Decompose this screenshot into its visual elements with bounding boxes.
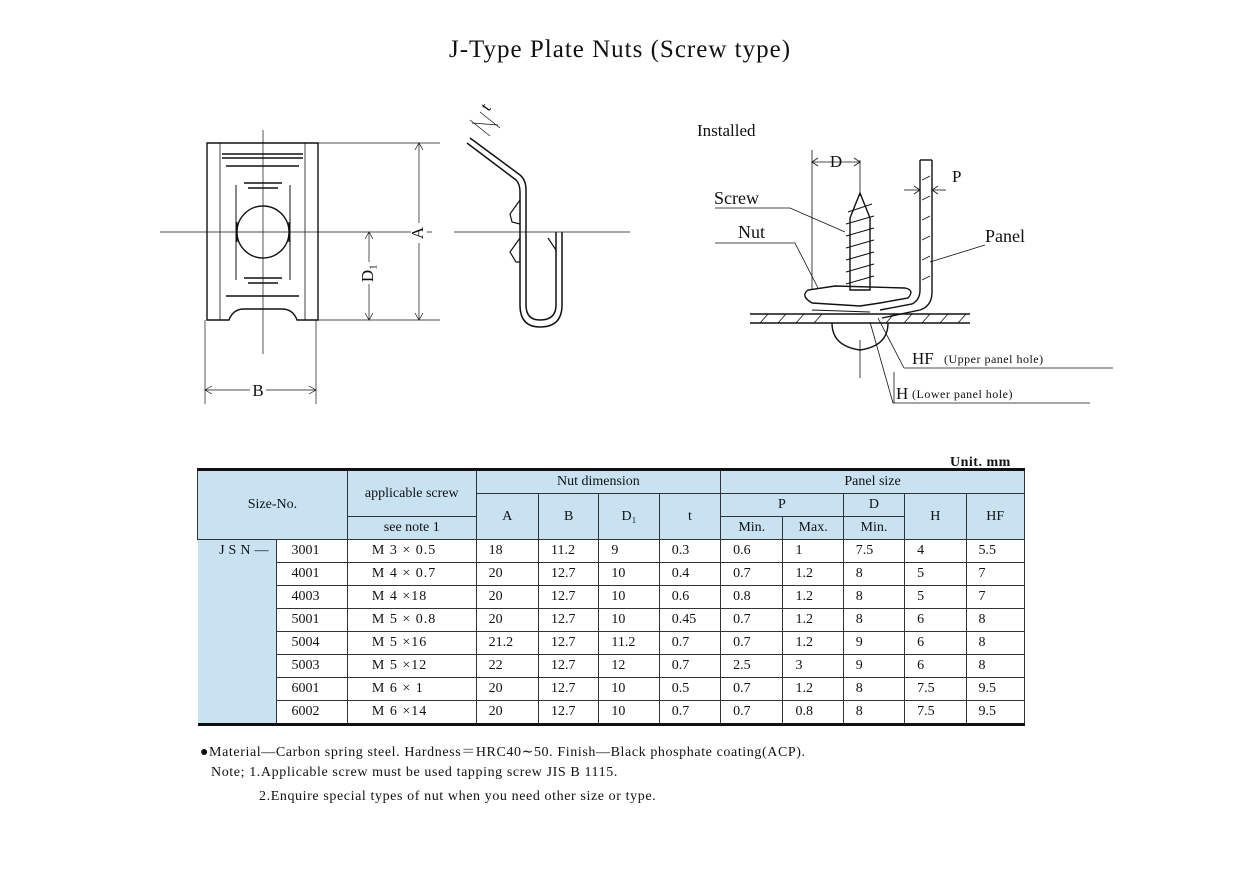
size-no: 6001 xyxy=(277,678,347,701)
table-row xyxy=(198,586,1025,609)
side-view-centerline xyxy=(454,112,630,232)
hf: 7 xyxy=(966,563,1024,586)
h: 5 xyxy=(905,586,966,609)
table-row xyxy=(198,540,1025,563)
installed-assembly xyxy=(750,160,970,378)
table-row xyxy=(198,678,1025,701)
size-no: 4001 xyxy=(277,563,347,586)
h: 6 xyxy=(905,632,966,655)
d1: 12 xyxy=(599,655,659,678)
installed-label: Installed xyxy=(697,121,756,140)
header-hf: HF xyxy=(966,494,1024,540)
header-a: A xyxy=(476,494,538,540)
p-min: 0.7 xyxy=(721,701,783,725)
screw: M 5 ×12 xyxy=(347,655,476,678)
d1: 10 xyxy=(599,678,659,701)
size-no: 5001 xyxy=(277,609,347,632)
b: 12.7 xyxy=(539,609,599,632)
hf: 8 xyxy=(966,609,1024,632)
h: 5 xyxy=(905,563,966,586)
note-1: Note; 1.Applicable screw must be used tapping screw JIS B 1115. xyxy=(211,765,618,780)
d1: 10 xyxy=(599,586,659,609)
nut-label: Nut xyxy=(738,222,765,242)
d1: 11.2 xyxy=(599,632,659,655)
d-min: 8 xyxy=(843,678,904,701)
table-row xyxy=(198,632,1025,655)
header-screw-bottom: see note 1 xyxy=(347,517,476,540)
b: 12.7 xyxy=(539,586,599,609)
nut-front-view xyxy=(207,143,318,320)
hf-description: (Upper panel hole) xyxy=(944,352,1044,366)
spec-table-body xyxy=(198,540,1025,725)
h-description: (Lower panel hole) xyxy=(912,387,1013,401)
p-min: 2.5 xyxy=(721,655,783,678)
header-p-min: Min. xyxy=(721,517,783,540)
screw: M 5 ×16 xyxy=(347,632,476,655)
screw: M 5 × 0.8 xyxy=(347,609,476,632)
t: 0.7 xyxy=(659,655,720,678)
header-panel-size: Panel size xyxy=(721,470,1025,494)
h-label: H xyxy=(896,384,909,403)
p-max: 1.2 xyxy=(783,609,843,632)
dim-label-b: B xyxy=(252,381,264,400)
note-2: 2.Enquire special types of nut when you need other size or type. xyxy=(259,789,657,804)
nut-front-centerlines xyxy=(160,130,440,404)
a: 18 xyxy=(476,540,538,563)
header-b: B xyxy=(539,494,599,540)
b: 11.2 xyxy=(539,540,599,563)
d-min: 8 xyxy=(843,563,904,586)
a: 21.2 xyxy=(476,632,538,655)
d1: 10 xyxy=(599,701,659,725)
unit-label: Unit. mm xyxy=(950,455,1011,470)
h: 4 xyxy=(905,540,966,563)
spec-table xyxy=(197,468,1025,726)
p-max: 1.2 xyxy=(783,563,843,586)
t: 0.7 xyxy=(659,701,720,725)
a: 20 xyxy=(476,586,538,609)
header-p-max: Max. xyxy=(783,517,843,540)
screw: M 3 × 0.5 xyxy=(347,540,476,563)
installed-label-d: D xyxy=(829,152,843,171)
d-min: 7.5 xyxy=(843,540,904,563)
spec-table-header xyxy=(198,470,1025,540)
dim-label-d1: D₁ xyxy=(357,263,377,283)
header-p: P xyxy=(721,494,844,517)
header-screw-top: applicable screw xyxy=(347,470,476,517)
p-max: 1.2 xyxy=(783,586,843,609)
b: 12.7 xyxy=(539,678,599,701)
a: 20 xyxy=(476,609,538,632)
a: 22 xyxy=(476,655,538,678)
header-d1: D₁ xyxy=(599,494,659,540)
p-max: 1.2 xyxy=(783,678,843,701)
p-max: 1 xyxy=(783,540,843,563)
size-no: 5003 xyxy=(277,655,347,678)
p-max: 3 xyxy=(783,655,843,678)
d1: 10 xyxy=(599,563,659,586)
t: 0.5 xyxy=(659,678,720,701)
hf: 8 xyxy=(966,632,1024,655)
p-min: 0.8 xyxy=(721,586,783,609)
size-no: 5004 xyxy=(277,632,347,655)
b: 12.7 xyxy=(539,632,599,655)
table-row xyxy=(198,655,1025,678)
table-row xyxy=(198,701,1025,725)
size-no: 4003 xyxy=(277,586,347,609)
d-min: 8 xyxy=(843,609,904,632)
installed-label-p: P xyxy=(952,167,962,186)
screw: M 4 ×18 xyxy=(347,586,476,609)
table-row xyxy=(198,563,1025,586)
a: 20 xyxy=(476,678,538,701)
table-row xyxy=(198,609,1025,632)
panel-label: Panel xyxy=(985,226,1025,246)
header-d: D xyxy=(843,494,904,517)
header-size-no: Size-No. xyxy=(198,470,348,540)
t: 0.7 xyxy=(659,632,720,655)
t: 0.3 xyxy=(659,540,720,563)
d-min: 8 xyxy=(843,586,904,609)
dim-label-a: A xyxy=(407,226,427,240)
d-min: 9 xyxy=(843,632,904,655)
header-d-min: Min. xyxy=(843,517,904,540)
b: 12.7 xyxy=(539,655,599,678)
p-max: 0.8 xyxy=(783,701,843,725)
d-min: 8 xyxy=(843,701,904,725)
h: 7.5 xyxy=(905,701,966,725)
p-min: 0.7 xyxy=(721,609,783,632)
p-min: 0.7 xyxy=(721,563,783,586)
t: 0.4 xyxy=(659,563,720,586)
header-t: t xyxy=(659,494,720,540)
hf: 9.5 xyxy=(966,701,1024,725)
screw: M 6 × 1 xyxy=(347,678,476,701)
page-title: J-Type Plate Nuts (Screw type) xyxy=(448,36,792,63)
p-min: 0.6 xyxy=(721,540,783,563)
p-min: 0.7 xyxy=(721,678,783,701)
header-h: H xyxy=(905,494,966,540)
d-min: 9 xyxy=(843,655,904,678)
t: 0.6 xyxy=(659,586,720,609)
nut-side-view xyxy=(467,138,562,327)
screw-label: Screw xyxy=(714,188,759,208)
hf: 7 xyxy=(966,586,1024,609)
size-no: 6002 xyxy=(277,701,347,725)
d1: 10 xyxy=(599,609,659,632)
hf: 8 xyxy=(966,655,1024,678)
d1: 9 xyxy=(599,540,659,563)
hf: 5.5 xyxy=(966,540,1024,563)
screw: M 6 ×14 xyxy=(347,701,476,725)
a: 20 xyxy=(476,701,538,725)
hf-label: HF xyxy=(912,349,934,368)
h: 6 xyxy=(905,609,966,632)
t: 0.45 xyxy=(659,609,720,632)
screw: M 4 × 0.7 xyxy=(347,563,476,586)
material-note: ●Material—Carbon spring steel. Hardness＝HRC40∼50. Finish—Black phosphate coating(ACP). xyxy=(200,745,806,760)
b: 12.7 xyxy=(539,701,599,725)
header-nut-dimension: Nut dimension xyxy=(476,470,720,494)
p-max: 1.2 xyxy=(783,632,843,655)
dim-label-t: t xyxy=(476,99,495,115)
p-min: 0.7 xyxy=(721,632,783,655)
hf: 9.5 xyxy=(966,678,1024,701)
size-no: 3001 xyxy=(277,540,347,563)
series-prefix: JSN— xyxy=(198,540,277,563)
b: 12.7 xyxy=(539,563,599,586)
a: 20 xyxy=(476,563,538,586)
h: 6 xyxy=(905,655,966,678)
h: 7.5 xyxy=(905,678,966,701)
